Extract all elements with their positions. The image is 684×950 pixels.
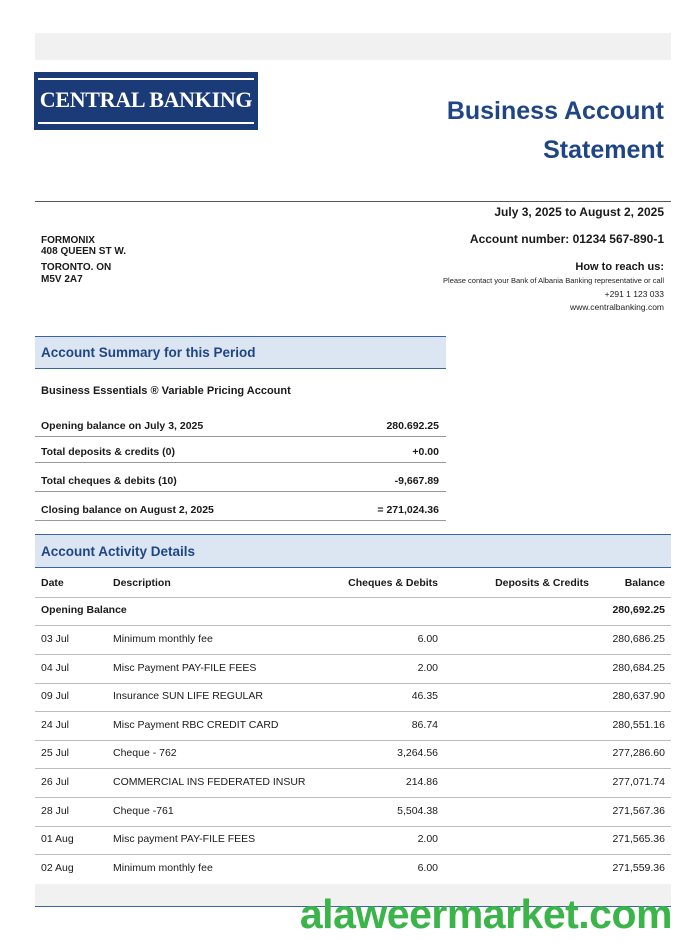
summary-heading: Account Summary for this Period — [35, 336, 446, 369]
summary-value: = 271,024.36 — [377, 504, 439, 516]
row-divider — [35, 654, 671, 655]
row-divider — [35, 797, 671, 798]
bank-logo — [34, 72, 258, 130]
transaction-balance: 280,637.90 — [612, 690, 665, 703]
summary-row — [35, 437, 446, 463]
account-number: Account number: 01234 567-890-1 — [469, 232, 664, 246]
summary-label: Opening balance on July 3, 2025 — [41, 420, 204, 432]
watermark: alaweermarket.com — [299, 891, 672, 937]
summary-label: Closing balance on August 2, 2025 — [41, 504, 214, 516]
row-divider — [35, 854, 671, 855]
transaction-date: 03 Jul — [41, 633, 70, 645]
transaction-description: Cheque - 762 — [113, 747, 177, 760]
bank-name: CENTRAL BANKING — [39, 87, 253, 112]
transaction-date: 02 Aug — [41, 861, 74, 874]
column-header-credits: Deposits & Credits — [495, 577, 589, 589]
row-divider — [35, 768, 671, 769]
row-divider — [35, 826, 671, 827]
summary-label: Total deposits & credits (0) — [41, 446, 175, 458]
transaction-balance: 271,565.36 — [612, 833, 665, 846]
summary-label: Total cheques & debits (10) — [41, 475, 177, 487]
transaction-debit: 46.35 — [411, 690, 438, 703]
account-product: Business Essentials ® Variable Pricing Account — [41, 385, 291, 397]
contact-website[interactable]: www.centralbanking.com — [569, 302, 664, 312]
column-header-date: Date — [41, 577, 64, 589]
column-header-balance: Balance — [624, 577, 665, 589]
transaction-date: 09 Jul — [41, 690, 70, 703]
transaction-debit: 6.00 — [417, 633, 438, 645]
statement-period: July 3, 2025 to August 2, 2025 — [494, 205, 664, 219]
transaction-balance: 280,686.25 — [612, 633, 665, 645]
transaction-debit: 86.74 — [411, 718, 438, 731]
row-divider — [35, 711, 671, 712]
summary-row — [35, 418, 446, 437]
transaction-description: Minimum monthly fee — [113, 633, 213, 645]
summary-value: 280.692.25 — [386, 420, 439, 432]
row-divider — [35, 625, 671, 626]
customer-street: 408 QUEEN ST W. — [41, 246, 127, 257]
contact-note: Please contact your Bank of Albania Banking representative or call — [443, 276, 664, 285]
activity-heading: Account Activity Details — [35, 534, 671, 568]
transaction-description: Minimum monthly fee — [113, 861, 213, 874]
document-title — [344, 92, 664, 170]
summary-row — [35, 492, 446, 521]
transaction-date: 24 Jul — [41, 718, 70, 731]
column-header-debits: Cheques & Debits — [348, 577, 438, 589]
transaction-debit: 214.86 — [405, 776, 438, 788]
transaction-balance: 280,551.16 — [612, 718, 665, 731]
transaction-debit: 6.00 — [417, 861, 438, 874]
customer-postal: M5V 2A7 — [41, 274, 83, 285]
transaction-debit: 3,264.56 — [397, 747, 438, 760]
title-line-2: Statement — [543, 136, 664, 164]
transaction-date: 01 Aug — [41, 833, 74, 846]
transaction-date: 25 Jul — [41, 747, 70, 760]
transaction-description: Cheque -761 — [113, 804, 174, 817]
contact-title: How to reach us: — [575, 261, 664, 273]
transaction-description: COMMERCIAL INS FEDERATED INSUR — [113, 776, 306, 788]
transaction-description: Misc Payment RBC CREDIT CARD — [113, 718, 279, 731]
row-divider — [35, 597, 671, 598]
transaction-debit: 2.00 — [417, 661, 438, 674]
transaction-debit: 2.00 — [417, 833, 438, 846]
header-band — [35, 33, 671, 60]
opening-balance-label: Opening Balance — [41, 604, 127, 616]
title-line-1: Business Account — [446, 97, 664, 125]
customer-city: TORONTO. ON — [41, 262, 112, 273]
transaction-balance: 280,684.25 — [612, 661, 665, 674]
summary-row — [35, 463, 446, 492]
divider — [35, 201, 671, 202]
opening-balance-value: 280,692.25 — [612, 604, 665, 616]
customer-name: FORMONIX — [41, 235, 95, 246]
logo-rule — [38, 122, 254, 124]
transaction-date: 04 Jul — [41, 661, 70, 674]
transaction-balance: 271,559.36 — [612, 861, 665, 874]
summary-value: -9,667.89 — [394, 475, 439, 487]
contact-phone: +291 1 123 033 — [604, 289, 664, 299]
transaction-balance: 277,286.60 — [612, 747, 665, 760]
column-header-description: Description — [113, 577, 171, 589]
transaction-description: Insurance SUN LIFE REGULAR — [113, 690, 263, 703]
row-divider — [35, 683, 671, 684]
transaction-debit: 5,504.38 — [397, 804, 438, 817]
summary-value: +0.00 — [412, 446, 439, 458]
transaction-balance: 271,567.36 — [612, 804, 665, 817]
transaction-description: Misc Payment PAY-FILE FEES — [113, 661, 257, 674]
transaction-date: 26 Jul — [41, 776, 70, 788]
transaction-balance: 277,071.74 — [612, 776, 665, 788]
transaction-description: Misc payment PAY-FILE FEES — [113, 833, 256, 846]
logo-rule — [38, 78, 254, 80]
transaction-date: 28 Jul — [41, 804, 70, 817]
row-divider — [35, 740, 671, 741]
